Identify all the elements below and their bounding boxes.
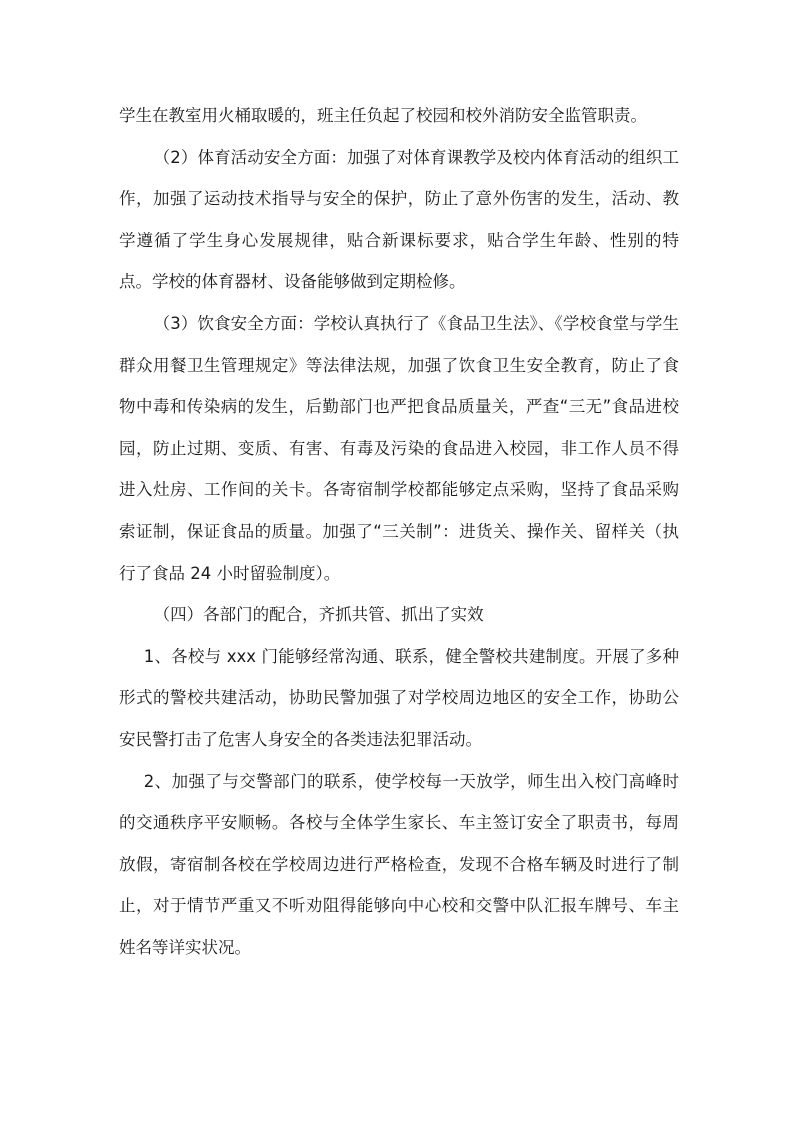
document-body	[119, 95, 679, 968]
paragraph-sports-safety: （2）体育活动安全方面：加强了对体育课教学及校内体育活动的组织工作，加强了运动技术指导与安全的保护，防止了意外伤害的发生，活动、教学遵循了学生身心发展规律，贴合新课标要求，贴合学生年龄、性别的特点。学校的体育器材、设备能够做到定期检修。	[119, 147, 679, 292]
section-heading-department-cooperation: （四）各部门的配合，齐抓共管、抓出了实效	[153, 605, 484, 625]
paragraph-food-safety: （3）饮食安全方面：学校认真执行了《食品卫生法》、《学校食堂与学生群众用餐卫生管理规定》等法律法规，加强了饮食卫生安全教育，防止了食物中毒和传染病的发生，后勤部门也严把食品质量关，严查“三无”食品进校园，防止过期、变质、有害、有毒及污染的食品进入校园，非工作人员不得进入灶房、工作间的关卡。各寄宿制学校都能够定点采购，坚持了食品采购索证制，保证食品的质量。加强了“三关制”：进货关、操作关、留样关（执行了食品 24 小时留验制度）。	[119, 313, 679, 583]
paragraph-police-school-cooperation: 1、各校与 xxx 门能够经常沟通、联系，健全警校共建制度。开展了多种形式的警校共建活动，协助民警加强了对学校周边地区的安全工作，协助公安民警打击了危害人身安全的各类违法犯罪活动。	[119, 646, 679, 749]
paragraph-fire-safety-continuation: 学生在教室用火桶取暖的，班主任负起了校园和校外消防安全监管职责。	[119, 106, 647, 125]
paragraph-traffic-police-cooperation: 2、加强了与交警部门的联系，使学校每一天放学，师生出入校门高峰时的交通秩序平安顺畅。各校与全体学生家长、车主签订安全了职责书，每周放假，寄宿制各校在学校周边进行严格检查，发现不合格车辆及时进行了制止，对于情节严重又不听劝阻得能够向中心校和交警中队汇报车牌号、车主姓名等详实状况。	[119, 771, 679, 957]
